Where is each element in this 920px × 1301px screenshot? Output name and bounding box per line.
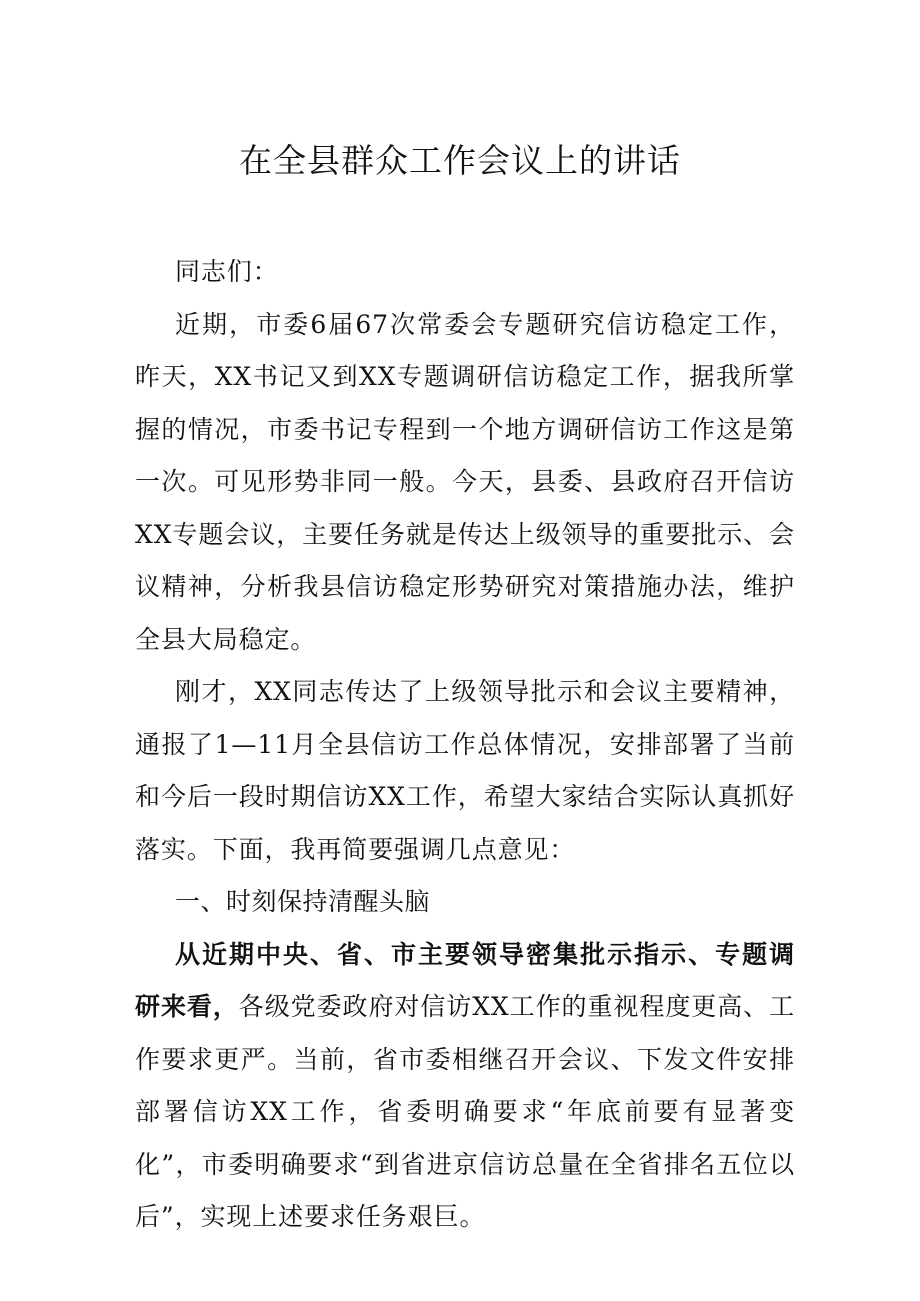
paragraph-2: 刚才，XX同志传达了上级领导批示和会议主要精神，通报了1—11月全县信访工作总体情况，安排部署了当前和今后一段时期信访XX工作，希望大家结合实际认真抓好落实。下面，我再简要强调几点意见： bbox=[135, 677, 795, 864]
paragraph-3 bbox=[135, 929, 795, 1244]
paragraph-3-lead: 从近期中央、省、市主要领导密集批示指示、专题调研来看， bbox=[135, 939, 795, 1021]
paragraph-1: 近期，市委6届67次常委会专题研究信访稳定工作，昨天，XX书记又到XX专题调研信访稳定工作，据我所掌握的情况，市委书记专程到一个地方调研信访工作这是第一次。可见形势非同一般。今天，县委、县政府召开信访XX专题会议，主要任务就是传达上级领导的重要批示、会议精神，分析我县信访稳定形势研究对策措施办法，维护全县大局稳定。 bbox=[135, 309, 795, 654]
document-title: 在全县群众工作会议上的讲话 bbox=[239, 141, 681, 180]
document-body bbox=[135, 246, 795, 1244]
greeting-paragraph: 同志们： bbox=[175, 257, 279, 286]
section-heading-1: 一、时刻保持清醒头脑 bbox=[175, 887, 431, 916]
paragraph-3-rest: 各级党委政府对信访XX工作的重视程度更高、工作要求更严。当前，省市委相继召开会议、下发文件安排部署信访XX工作，省委明确要求“年底前要有显著变化”，市委明确要求“到省进京信访总量在全省排名五位以后”，实现上述要求任务艰巨。 bbox=[135, 992, 795, 1231]
